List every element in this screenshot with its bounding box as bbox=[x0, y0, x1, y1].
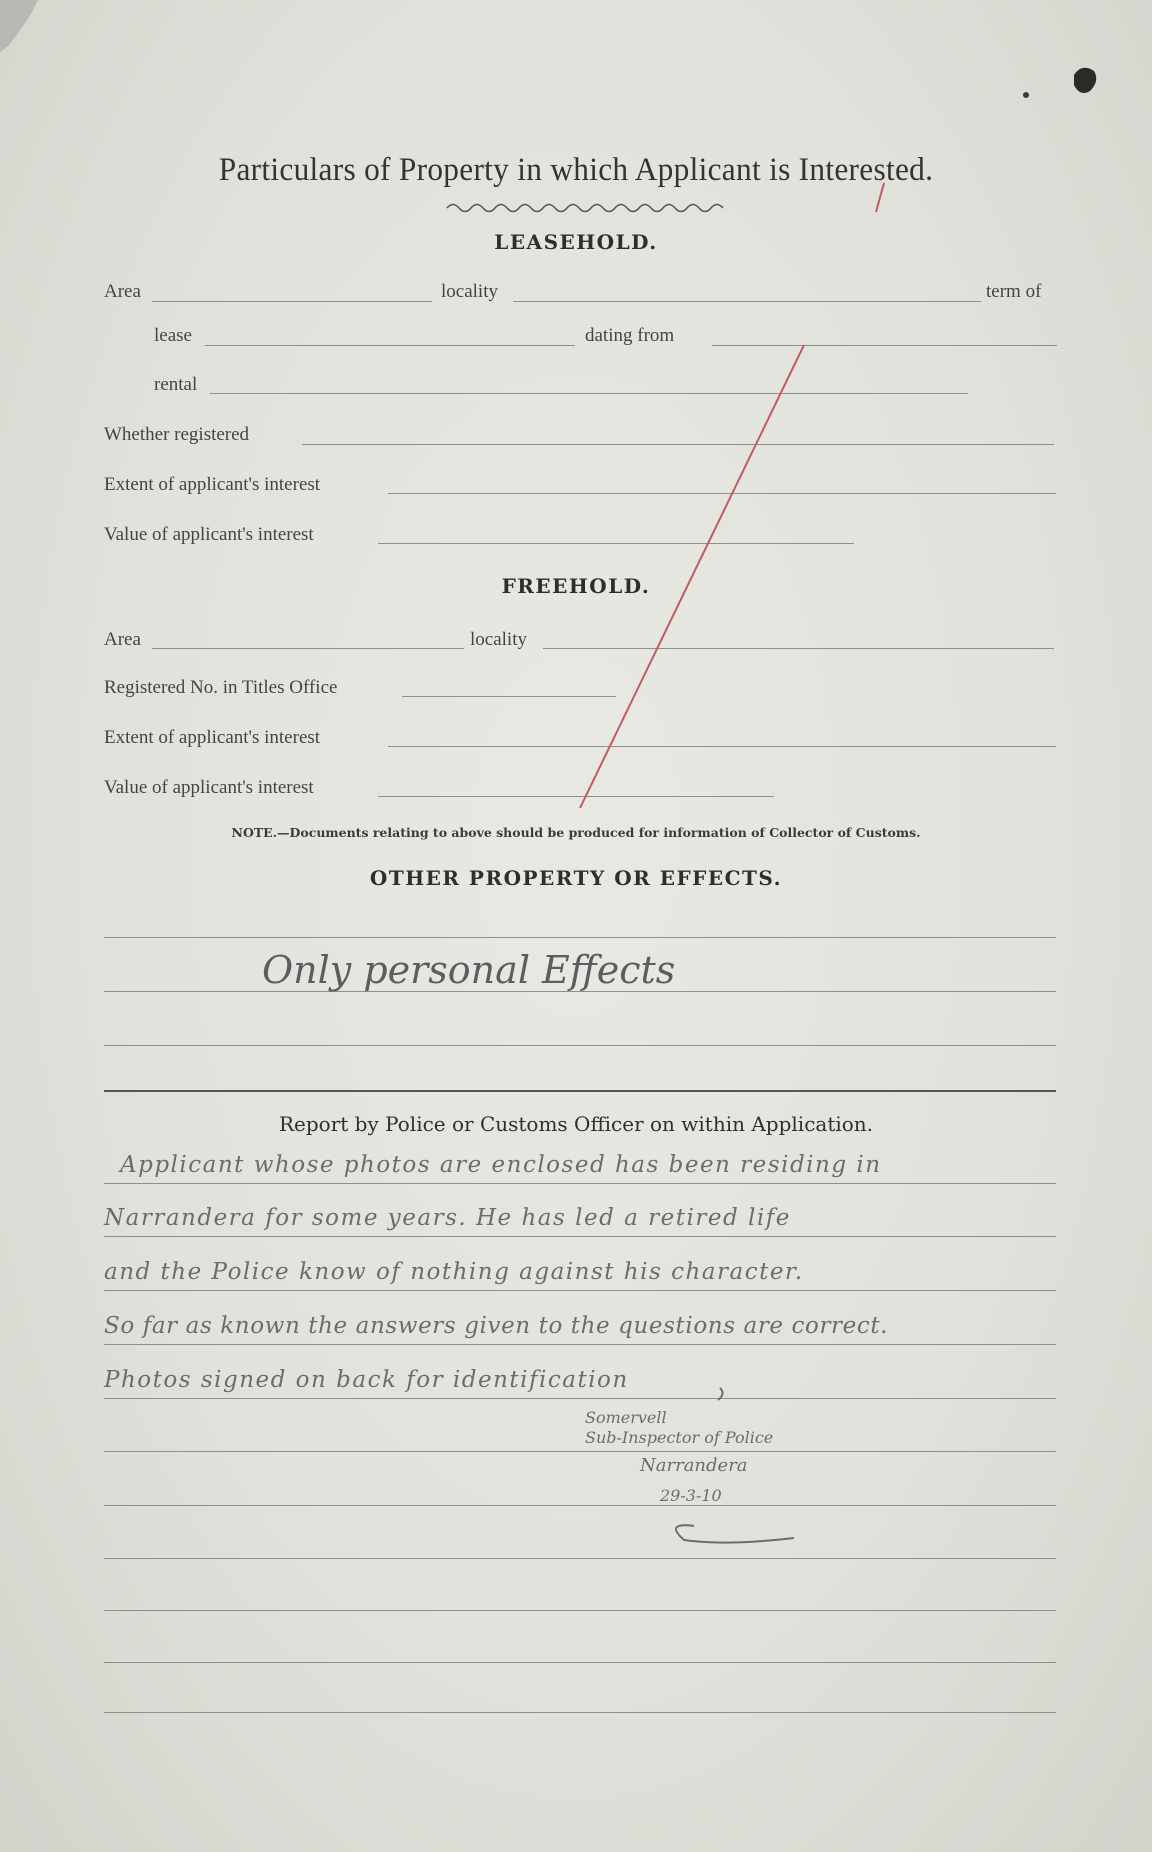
report-text-line-2: Narrandera for some years. He has led a retired life bbox=[104, 1205, 791, 1231]
other-property-heading: OTHER PROPERTY OR EFFECTS. bbox=[369, 866, 783, 890]
leasehold-heading: LEASEHOLD. bbox=[494, 230, 658, 254]
leasehold-lease-label: lease bbox=[154, 325, 192, 346]
leasehold-value-label: Value of applicant's interest bbox=[104, 524, 314, 545]
signature-flourish bbox=[676, 1525, 794, 1542]
red-strike-line bbox=[580, 345, 804, 808]
signature-name: Somervell bbox=[585, 1408, 667, 1427]
other-handwritten-entry: Only personal Effects bbox=[262, 948, 676, 992]
initial-mark bbox=[718, 1388, 723, 1400]
freehold-locality-label: locality bbox=[470, 629, 527, 650]
freehold-area-label: Area bbox=[104, 629, 141, 650]
page-corner-fold bbox=[0, 0, 38, 52]
report-heading: Report by Police or Customs Officer on within Application. bbox=[278, 1112, 874, 1136]
leasehold-dating-label: dating from bbox=[585, 325, 675, 346]
punch-hole-mark bbox=[1074, 68, 1096, 93]
ink-speck bbox=[1023, 92, 1029, 98]
leasehold-registered-label: Whether registered bbox=[104, 424, 250, 445]
signature-place: Narrandera bbox=[640, 1455, 748, 1476]
freehold-heading: FREEHOLD. bbox=[501, 574, 651, 598]
report-text-line-4: So far as known the answers given to the questions are correct. bbox=[104, 1313, 889, 1339]
page-title: Particulars of Property in which Applicant is Interested. bbox=[218, 152, 934, 188]
report-text-line-3: and the Police know of nothing against his character. bbox=[104, 1259, 804, 1285]
freehold-extent-label: Extent of applicant's interest bbox=[104, 727, 321, 748]
report-text-line-1: Applicant whose photos are enclosed has been residing in bbox=[120, 1152, 882, 1178]
report-text-line-5: Photos signed on back for identification bbox=[104, 1367, 629, 1393]
signature-date: 29-3-10 bbox=[660, 1486, 722, 1505]
signature-title: Sub-Inspector of Police bbox=[585, 1428, 774, 1447]
leasehold-area-label: Area bbox=[104, 281, 141, 302]
customs-note: NOTE.—Documents relating to above should be produced for information of Collector of Customs. bbox=[231, 825, 921, 840]
leasehold-locality-label: locality bbox=[441, 281, 498, 302]
leasehold-term-label: term of bbox=[986, 281, 1042, 302]
freehold-regno-label: Registered No. in Titles Office bbox=[104, 677, 338, 698]
leasehold-rental-label: rental bbox=[154, 374, 198, 395]
leasehold-extent-label: Extent of applicant's interest bbox=[104, 474, 321, 495]
red-tick-mark bbox=[876, 183, 884, 212]
freehold-value-label: Value of applicant's interest bbox=[104, 777, 314, 798]
